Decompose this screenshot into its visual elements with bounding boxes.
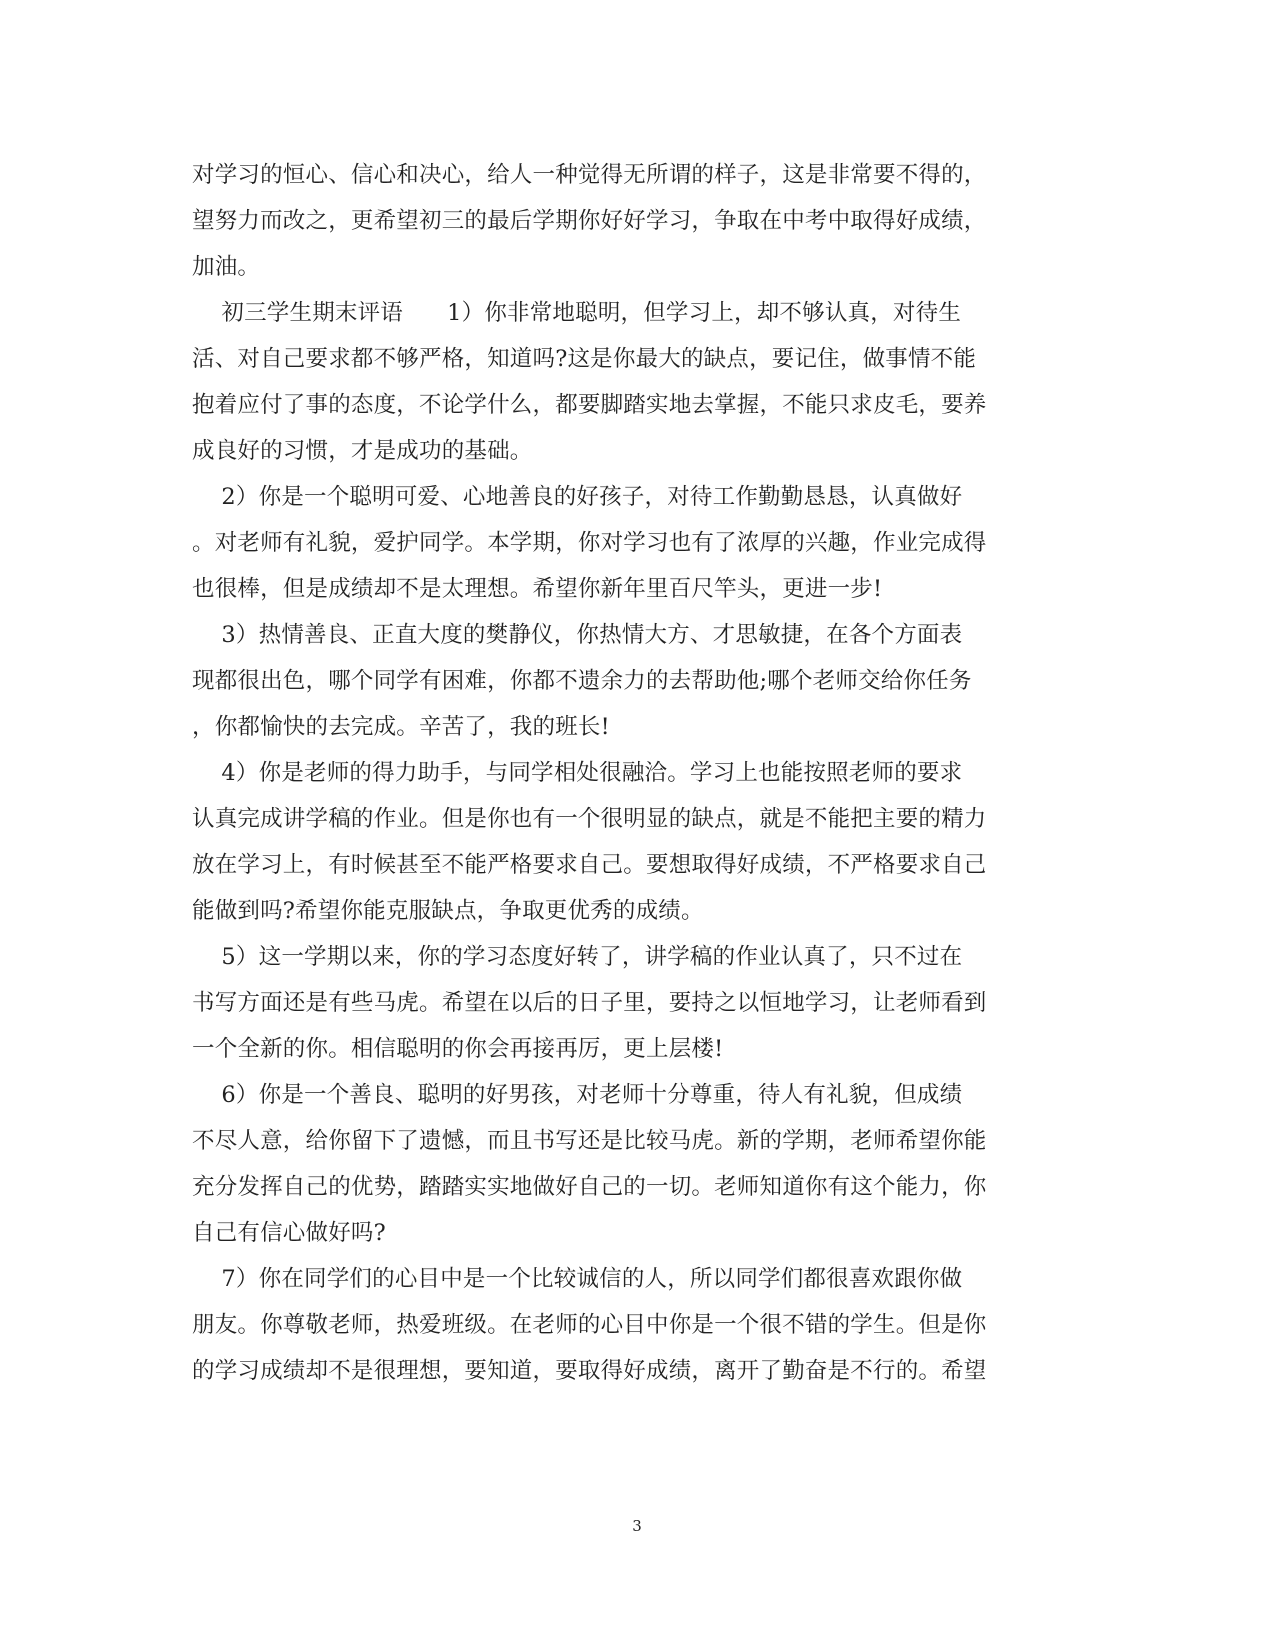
text-line: 6）你是一个善良、聪明的好男孩，对老师十分尊重，待人有礼貌，但成绩	[192, 1082, 963, 1108]
text-line: 也很棒，但是成绩却不是太理想。希望你新年里百尺竿头，更进一步!	[192, 576, 883, 602]
text-line: 成良好的习惯，才是成功的基础。	[192, 438, 533, 464]
text-line: 不尽人意，给你留下了遗憾，而且书写还是比较马虎。新的学期，老师希望你能	[192, 1128, 987, 1154]
text-line: 能做到吗?希望你能克服缺点，争取更优秀的成绩。	[192, 898, 704, 924]
text-line: 初三学生期末评语 1）你非常地聪明，但学习上，却不够认真，对待生	[192, 300, 962, 326]
text-line: 放在学习上，有时候甚至不能严格要求自己。要想取得好成绩，不严格要求自己	[192, 852, 987, 878]
text-line: 望努力而改之，更希望初三的最后学期你好好学习，争取在中考中取得好成绩，	[192, 208, 987, 234]
text-line: 3）热情善良、正直大度的樊静仪，你热情大方、才思敏捷，在各个方面表	[192, 622, 963, 648]
text-line: 4）你是老师的得力助手，与同学相处很融洽。学习上也能按照老师的要求	[192, 760, 963, 786]
text-line: 5）这一学期以来，你的学习态度好转了，讲学稿的作业认真了，只不过在	[192, 944, 963, 970]
text-line: 2）你是一个聪明可爱、心地善良的好孩子，对待工作勤勤恳恳，认真做好	[192, 484, 963, 510]
text-line: 朋友。你尊敬老师，热爱班级。在老师的心目中你是一个很不错的学生。但是你	[192, 1312, 987, 1338]
text-line: 现都很出色，哪个同学有困难，你都不遗余力的去帮助他;哪个老师交给你任务	[192, 668, 972, 694]
text-line: 活、对自己要求都不够严格，知道吗?这是你最大的缺点，要记住，做事情不能	[192, 346, 977, 372]
text-line: 抱着应付了事的态度，不论学什么，都要脚踏实地去掌握，不能只求皮毛，要养	[192, 392, 987, 418]
text-line: 的学习成绩却不是很理想，要知道，要取得好成绩，离开了勤奋是不行的。希望	[192, 1358, 987, 1384]
text-line: 7）你在同学们的心目中是一个比较诚信的人，所以同学们都很喜欢跟你做	[192, 1266, 963, 1292]
text-line: 。对老师有礼貌，爱护同学。本学期，你对学习也有了浓厚的兴趣，作业完成得	[192, 530, 987, 556]
text-line: 一个全新的你。相信聪明的你会再接再厉，更上层楼!	[192, 1036, 724, 1062]
text-line: 充分发挥自己的优势，踏踏实实地做好自己的一切。老师知道你有这个能力，你	[192, 1174, 987, 1200]
text-line: 自己有信心做好吗?	[192, 1220, 386, 1246]
text-line: 书写方面还是有些马虎。希望在以后的日子里，要持之以恒地学习，让老师看到	[192, 990, 987, 1016]
text-line: 认真完成讲学稿的作业。但是你也有一个很明显的缺点，就是不能把主要的精力	[192, 806, 987, 832]
text-line: 对学习的恒心、信心和决心，给人一种觉得无所谓的样子，这是非常要不得的，	[192, 162, 987, 188]
text-line: ，你都愉快的去完成。辛苦了，我的班长!	[192, 714, 610, 740]
text-line: 加油。	[192, 254, 261, 280]
page-number: 3	[632, 1517, 642, 1535]
